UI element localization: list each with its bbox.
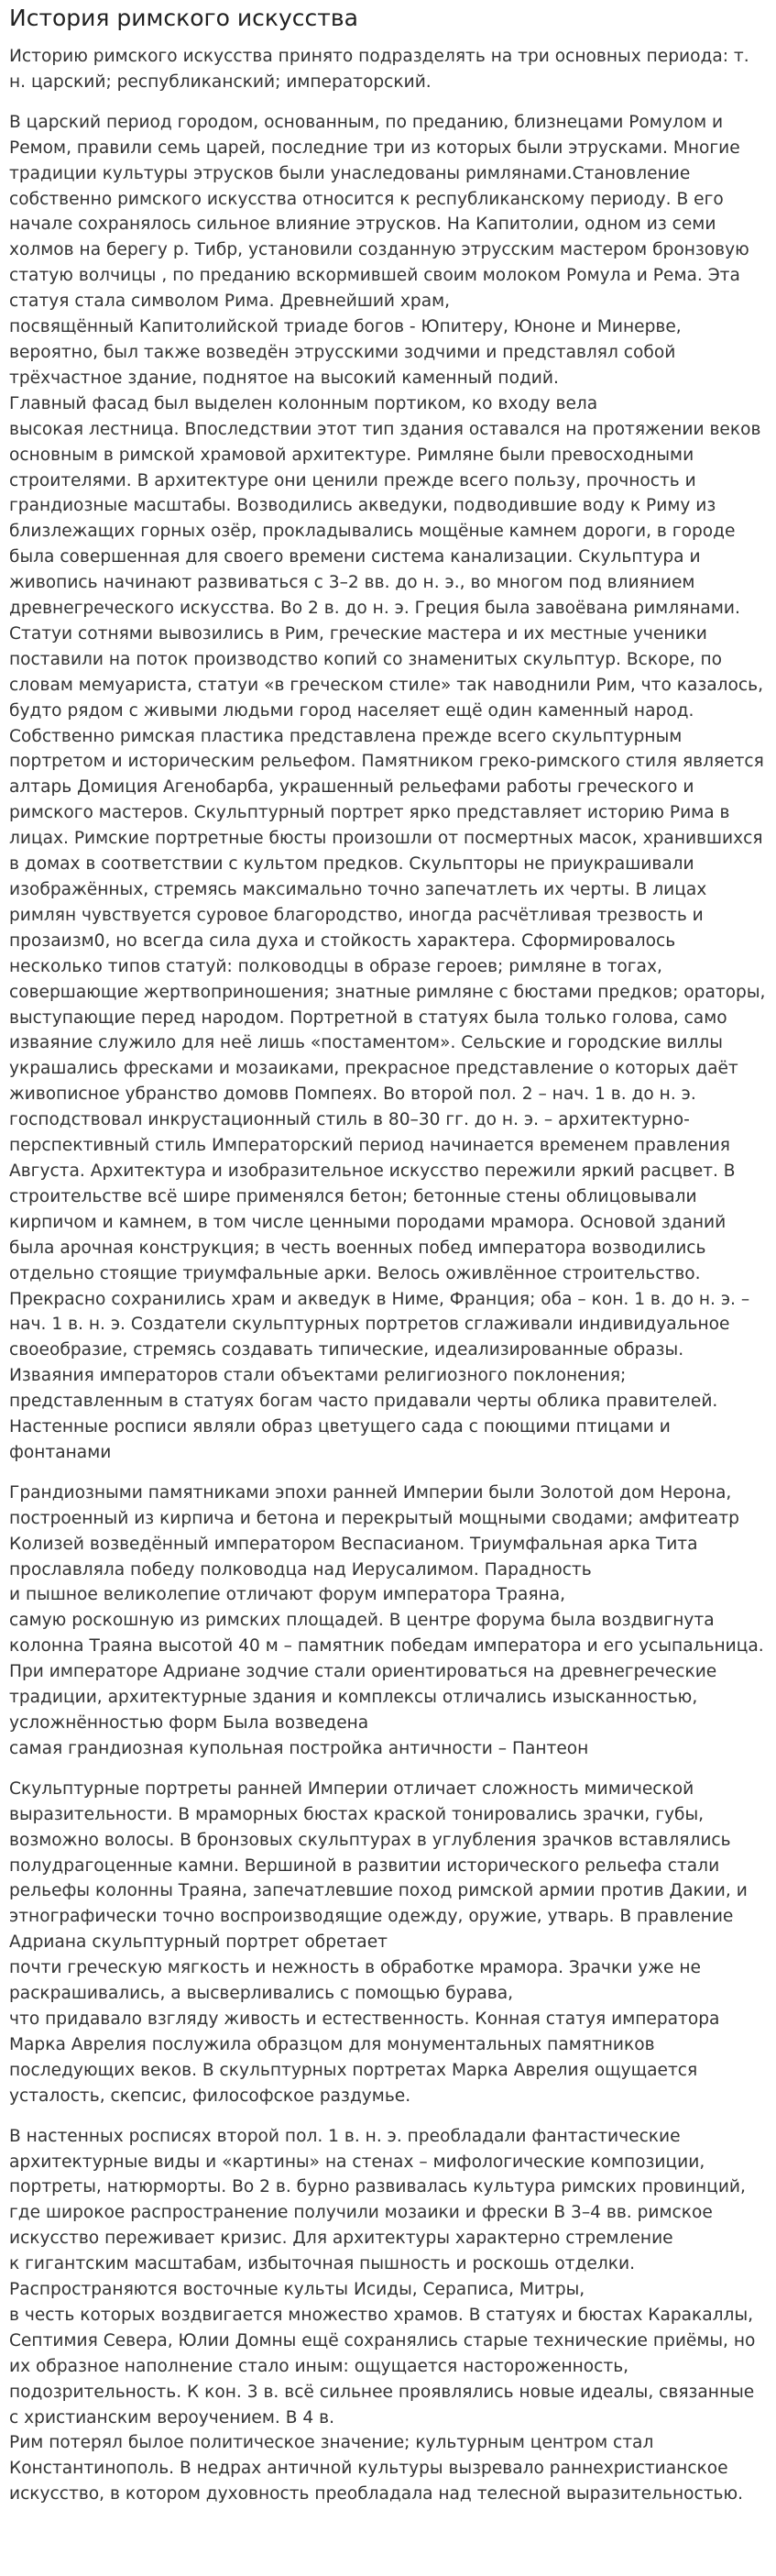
paragraph-early-empire-architecture: Грандиозными памятниками эпохи ранней Империи были Золотой дом Нерона, построенный из кирпича и бетона и перекрытый мощными сводами; амфитеатр Колизей возведённый императором Веспасианом. Триумфальная арка Тита прославляла победу полководца над Иерусалимом. Парадность и пышное великолепие отличают форум императора Траяна, самую роскошную из римских площадей. В центре форума была воздвигнута колонна Траяна высотой 40 м – памятник победам императора и его усыпальница. При императоре Адриане зодчие стали ориентироваться на древнегреческие традиции, архитектурные здания и комплексы отличались изысканностью, усложнённостью форм Была возведена самая грандиозная купольная постройка античности – Пантеон xyxy=(9,1482,764,1758)
paragraph-intro: Историю римского искусства принято подразделять на три основных периода: т. н. царский; республиканский; императорский. xyxy=(9,47,749,92)
page-title: История римского искусства xyxy=(9,5,358,31)
paragraph-late-empire: В настенных росписях второй пол. 1 в. н. э. преобладали фантастические архитектурные виды и «картины» на стенах – мифологические композиции, портреты, натюрморты. Во 2 в. бурно развивалась культура римских провинций, где широкое распространение получили мозаики и фрески В 3–4 вв. римское искусство переживает кризис. Для архитектуры характерно стремление к гигантским масштабам, избыточная пышность и роскошь отделки. Распространяются восточные культы Исиды, Сераписа, Митры, в честь которых воздвигается множество храмов. В статуях и бюстах Каракаллы, Септимия Севера, Юлии Домны ещё сохранялись старые технические приёмы, но их образное наполнение стало иным: ощущается настороженность, подозрительность. К кон. 3 в. всё сильнее проявлялись новые идеалы, связанные с христианским вероучением. В 4 в. Рим потерял былое политическое значение; культурным центром стал Константинополь. В недрах античной культуры вызревало раннехристианское искусство, в котором духовность преобладала над телесной выразительностью. xyxy=(9,2126,756,2504)
paragraph-royal-and-republic: В царский период городом, основанным, по преданию, близнецами Ромулом и Ремом, правили семь царей, последние три из которых были этрусками. Многие традиции культуры этрусков были унаследованы римлянами.Становление собственно римского искусства относится к республиканскому периоду. В его начале сохранялось сильное влияние этрусков. На Капитолии, одном из семи холмов на берегу р. Тибр, установили созданную этрусским мастером бронзовую статую волчицы , по преданию вскормившей своим молоком Ромула и Рема. Эта статуя стала символом Рима. Древнейший храм, посвящённый Капитолийской триаде богов - Юпитеру, Юноне и Минерве, вероятно, был также возведён этрусскими зодчими и представлял собой трёхчастное здание, поднятое на высокий каменный подий. Главный фасад был выделен колонным портиком, ко входу вела высокая лестница. Впоследствии этот тип здания оставался на протяжении веков основным в римской храмовой архитектуре. Римляне были превосходными строителями. В архитектуре они ценили прежде всего пользу, прочность и грандиозные масштабы. Возводились акведуки, подводившие воду к Риму из близлежащих горных озёр, прокладывались мощёные камнем дороги, в городе была совершенная для своего времени система канализации. Скульптура и живопись начинают развиваться с 3–2 вв. до н. э., во многом под влиянием древнегреческого искусства. Во 2 в. до н. э. Греция была завоёвана римлянами. Статуи сотнями вывозились в Рим, греческие мастера и их местные ученики поставили на поток производство копий со знаменитых скульптур. Вскоре, по словам мемуариста, статуи «в греческом стиле» так наводнили Рим, что казалось, будто рядом с живыми людьми город населяет ещё один каменный народ. Собственно римская пластика представлена прежде всего скульптурным портретом и историческим рельефом. Памятником греко-римского стиля является алтарь Домиция Агенобарба, украшенный рельефами работы греческого и римского мастеров. Скульптурный портрет ярко представляет историю Рима в лицах. Римские портретные бюсты произошли от посмертных масок, хранившихся в домах в соответствии с культом предков. Скульпторы не приукрашивали изображённых, стремясь максимально точно запечатлеть их черты. В лицах римлян чувствуется суровое благородство, иногда расчётливая трезвость и прозаизм0, но всегда сила духа и стойкость характера. Сформировалось несколько типов статуй: полководцы в образе героев; римляне в тогах, совершающие жертвоприношения; знатные римляне с бюстами предков; ораторы, выступающие перед народом. Портретной в статуях была только голова, само изваяние служило для неё лишь «постаментом». Сельские и городские виллы украшались фресками и мозаиками, прекрасное представление о которых даёт живописное убранство домовв Помпеях. Во второй пол. 2 – нач. 1 в. до н. э. господствовал инкрустационный стиль в 80–30 гг. до н. э. – архитектурно-перспективный стиль Императорский период начинается временем правления Августа. Архитектура и изобразительное искусство пережили яркий расцвет. В строительстве всё шире применялся бетон; бетонные стены облицовывали кирпичом и камнем, в том числе ценными породами мрамора. Основой зданий была арочная конструкция; в честь военных побед императора возводились отдельно стоящие триумфальные арки. Велось оживлённое строительство. Прекрасно сохранились храм и акведук в Ниме, Франция; оба – кон. 1 в. до н. э. – нач. 1 в. н. э. Создатели скульптурных портретов сглаживали индивидуальное своеобразие, стремясь создавать типические, идеализированные образы. Изваяния императоров стали объектами религиозного поклонения; представленным в статуях богам часто придавали черты облика правителей. Настенные росписи являли образ цветущего сада с поющими птицами и фонтанами xyxy=(9,112,766,1462)
paragraph-early-empire-sculpture: Скульптурные портреты ранней Империи отличает сложность мимической выразительности. В мраморных бюстах краской тонировались зрачки, губы, возможно волосы. В бронзовых скульптурах в углубления зрачков вставлялись полудрагоценные камни. Вершиной в развитии исторического рельефа стали рельефы колонны Траяна, запечатлевшие поход римской армии против Дакии, и этнографически точно воспроизводящие одежду, оружие, утварь. В правление Адриана скульптурный портрет обретает почти греческую мягкость и нежность в обработке мрамора. Зрачки уже не раскрашивались, а высверливались с помощью бурава, что придавало взгляду живость и естественность. Конная статуя императора Марка Аврелия послужила образцом для монументальных памятников последующих веков. В скульптурных портретах Марка Аврелия ощущается усталость, скепсис, философское раздумье. xyxy=(9,1778,748,2106)
